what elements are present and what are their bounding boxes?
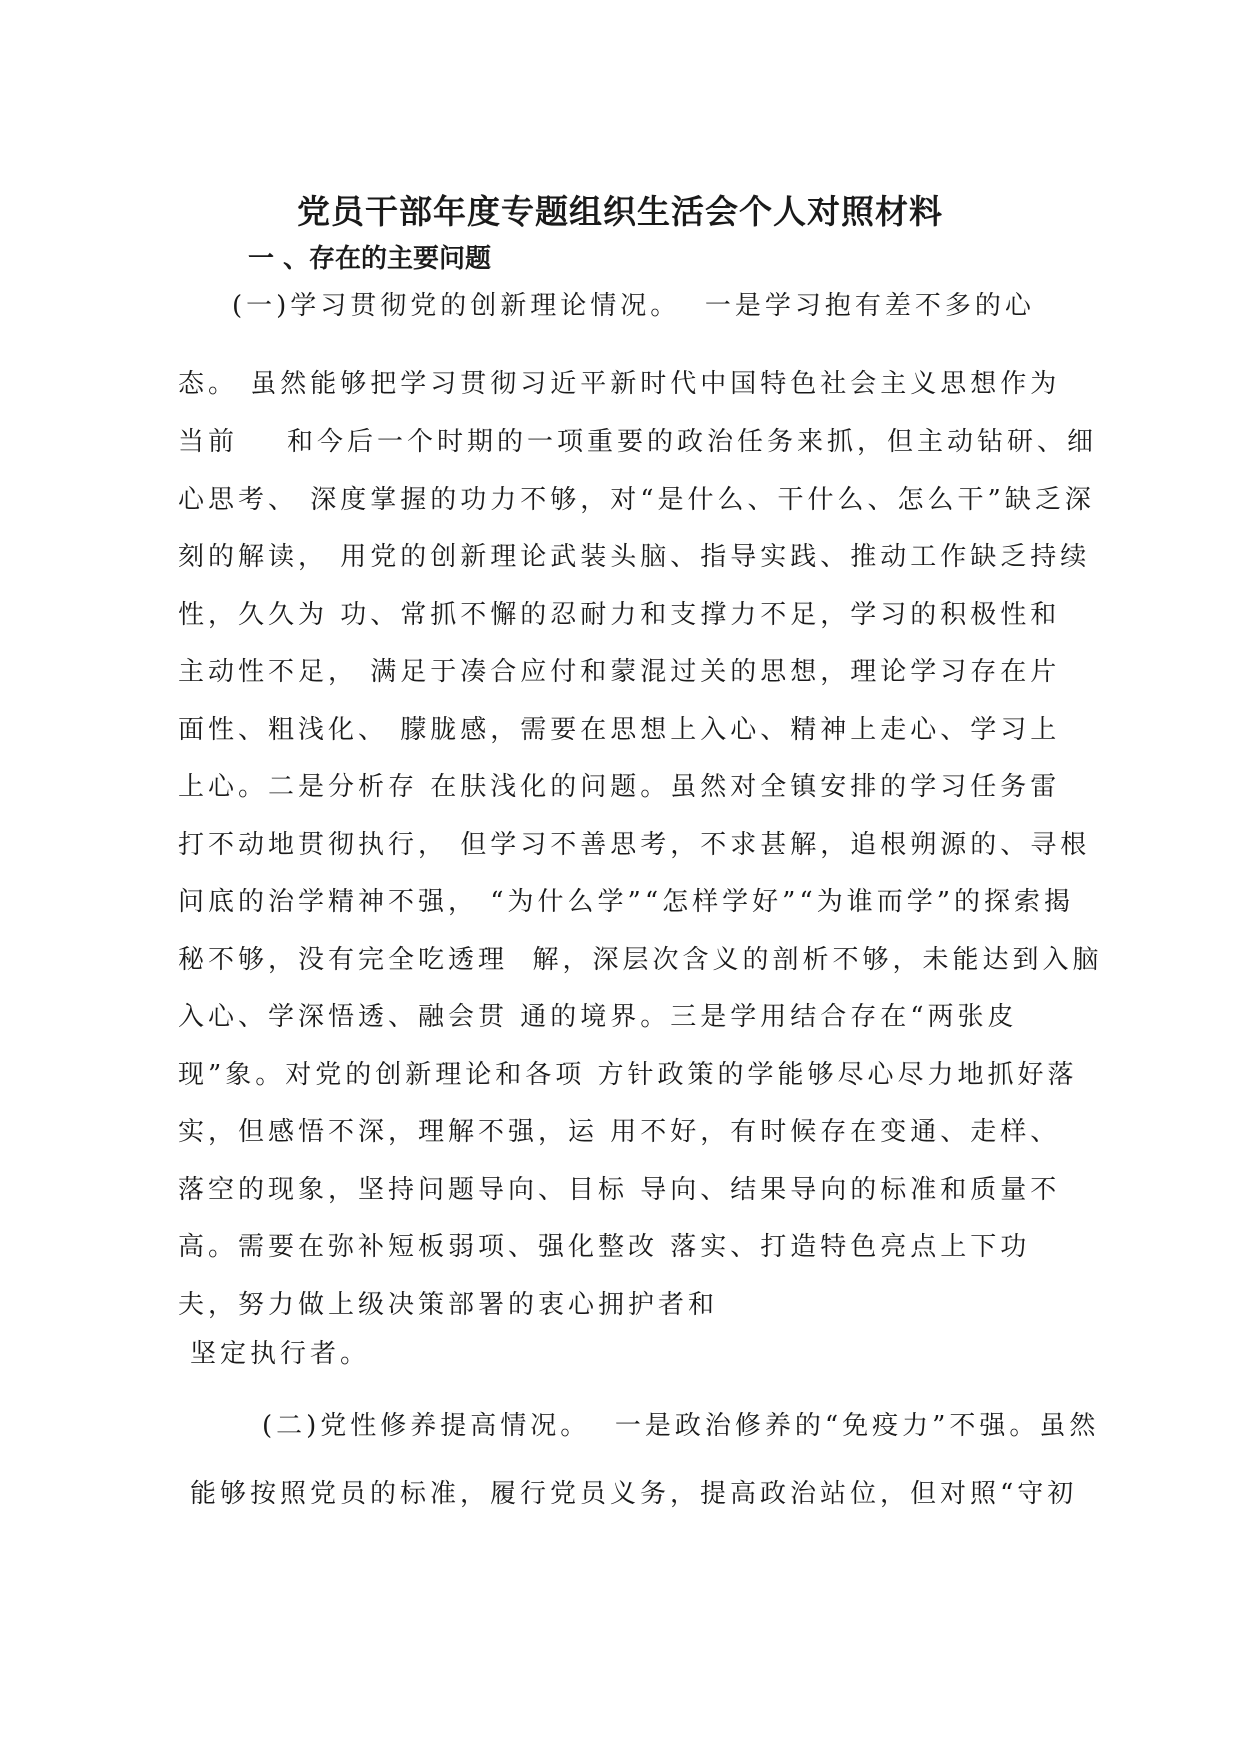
paragraph-1-line: (一)学习贯彻党的创新理论情况。 一是学习抱有差不多的心 xyxy=(232,291,1035,321)
paragraph-1-line: 当前 和今后一个时期的一项重要的政治任务来抓，但主动钻研、细 xyxy=(178,427,1098,457)
paragraph-1-line: 现”象。对党的创新理论和各项 方针政策的学能够尽心尽力地抓好落 xyxy=(178,1060,1078,1090)
paragraph-1-line: 态。 虽然能够把学习贯彻习近平新时代中国特色社会主义思想作为 xyxy=(178,369,1061,399)
paragraph-2-line: 能够按照党员的标准，履行党员义务，提高政治站位，但对照“守初 xyxy=(190,1479,1078,1509)
section-heading: 一 、存在的主要问题 xyxy=(248,244,492,274)
paragraph-1-line: 入心、学深悟透、融会贯 通的境界。三是学用结合存在“两张皮 xyxy=(178,1002,1018,1032)
paragraph-1-line: 主动性不足， 满足于凑合应付和蒙混过关的思想，理论学习存在片 xyxy=(178,657,1061,687)
paragraph-1-line: 坚定执行者。 xyxy=(190,1339,371,1369)
paragraph-1-line: 上心。二是分析存 在肤浅化的问题。虽然对全镇安排的学习任务雷 xyxy=(178,772,1061,802)
paragraph-1-line: 面性、粗浅化、 朦胧感，需要在思想上入心、精神上走心、学习上 xyxy=(178,715,1061,745)
paragraph-1-line: 问底的治学精神不强， “为什么学”“怎样学好”“为谁而学”的探索揭 xyxy=(178,887,1075,917)
paragraph-1-line: 夫，努力做上级决策部署的衷心拥护者和 xyxy=(178,1290,719,1320)
paragraph-1-line: 高。需要在弥补短板弱项、强化整改 落实、打造特色亮点上下功 xyxy=(178,1232,1031,1262)
paragraph-1-line: 落空的现象，坚持问题导向、目标 导向、结果导向的标准和质量不 xyxy=(178,1175,1061,1205)
paragraph-2-line: (二)党性修养提高情况。 一是政治修养的“免疫力”不强。虽然 xyxy=(262,1411,1100,1441)
paragraph-1-line: 心思考、 深度掌握的功力不够，对“是什么、干什么、怎么干”缺乏深 xyxy=(178,485,1095,515)
document-title: 党员干部年度专题组织生活会个人对照材料 xyxy=(297,192,943,231)
paragraph-1-line: 打不动地贯彻执行， 但学习不善思考，不求甚解，追根朔源的、寻根 xyxy=(178,830,1091,860)
paragraph-1-line: 秘不够，没有完全吃透理 解，深层次含义的剖析不够，未能达到入脑 xyxy=(178,945,1103,975)
paragraph-1-line: 性，久久为 功、常抓不懈的忍耐力和支撑力不足，学习的积极性和 xyxy=(178,600,1061,630)
paragraph-1-line: 实，但感悟不深，理解不强，运 用不好，有时候存在变通、走样、 xyxy=(178,1117,1061,1147)
paragraph-1-line: 刻的解读， 用党的创新理论武装头脑、指导实践、推动工作缺乏持续 xyxy=(178,542,1091,572)
